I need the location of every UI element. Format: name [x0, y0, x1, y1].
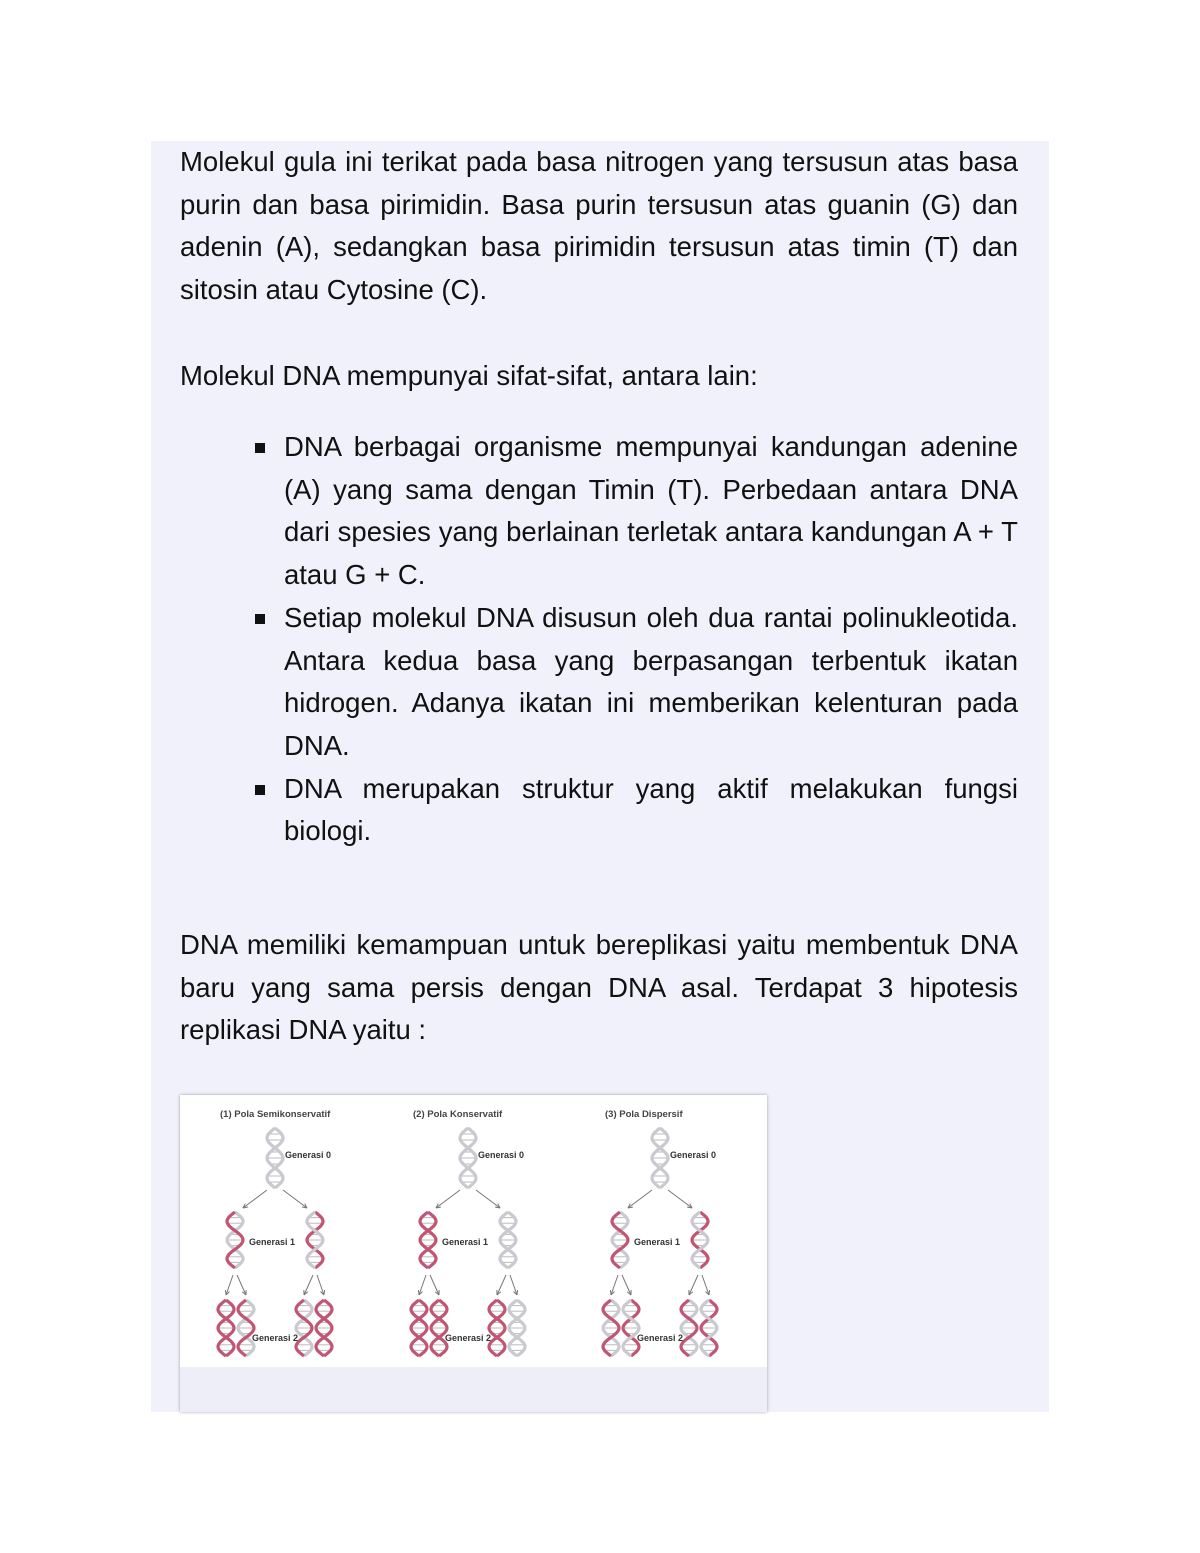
- paragraph-sugar-bases: Molekul gula ini terikat pada basa nitrogen yang tersusun atas basa purin dan basa pirimidin. Basa purin tersusun atas guanin (G) dan adenin (A), sedangkan basa pirimidin tersusun atas timin (T) dan sitosin atau Cytosine (C).: [180, 146, 1018, 306]
- bullet-icon: [255, 614, 265, 624]
- generation-2-label: Generasi 2: [445, 1333, 492, 1343]
- list-item-text: DNA berbagai organisme mempunyai kandungan adenine (A) yang sama dengan Timin (T). Perbedaan antara DNA dari spesies yang berlainan terletak antara kandungan A + T atau G + C.: [284, 431, 1018, 591]
- generation-2-label: Generasi 2: [637, 1333, 684, 1343]
- generation-0-label: Generasi 0: [670, 1150, 717, 1160]
- gen2-helix: [316, 1300, 332, 1356]
- gen1-helix: [612, 1212, 628, 1268]
- gen2-helix: [411, 1300, 427, 1356]
- gen1-helix: [692, 1212, 708, 1268]
- gen2-helix: [218, 1300, 234, 1356]
- figure-caption-area: [180, 1367, 767, 1412]
- generation-0-label: Generasi 0: [478, 1150, 525, 1160]
- gen2-helix: [701, 1300, 717, 1356]
- generation-1-label: Generasi 1: [249, 1237, 296, 1247]
- paragraph-dna-properties-intro: Molekul DNA mempunyai sifat-sifat, antara lain:: [180, 360, 758, 391]
- gen2-helix: [623, 1300, 639, 1356]
- gen1-helix: [500, 1212, 516, 1268]
- gen2-helix: [431, 1300, 447, 1356]
- generation-1-label: Generasi 1: [634, 1237, 681, 1247]
- generation-0-label: Generasi 0: [285, 1150, 332, 1160]
- list-item: [284, 426, 1018, 597]
- generation-2-label: Generasi 2: [252, 1333, 299, 1343]
- gen2-helix: [603, 1300, 619, 1356]
- list-item: [284, 597, 1018, 768]
- gen2-helix: [509, 1300, 525, 1356]
- gen0-helix: [460, 1128, 476, 1188]
- bullet-icon: [255, 443, 265, 453]
- panel-title: (1) Pola Semikonservatif: [220, 1109, 331, 1120]
- gen2-helix: [681, 1300, 697, 1356]
- paragraph-dna-replication: DNA memiliki kemampuan untuk bereplikasi yaitu membentuk DNA baru yang sama persis dengan DNA asal. Terdapat 3 hipotesis replikasi DNA yaitu :: [180, 929, 1018, 1046]
- gen0-helix: [652, 1128, 668, 1188]
- gen2-helix: [296, 1300, 312, 1356]
- gen1-helix: [227, 1212, 243, 1268]
- list-item-text: DNA merupakan struktur yang aktif melakukan fungsi biologi.: [284, 772, 1018, 847]
- gen1-helix: [307, 1212, 323, 1268]
- dna-properties-list: [284, 426, 1018, 853]
- gen0-helix: [267, 1128, 283, 1188]
- replication-diagram: [180, 1095, 767, 1367]
- gen2-helix: [238, 1300, 254, 1356]
- panel-title: (3) Pola Dispersif: [605, 1109, 683, 1120]
- panel-title: (2) Pola Konservatif: [413, 1109, 503, 1120]
- list-item-text: Setiap molekul DNA disusun oleh dua rantai polinukleotida. Antara kedua basa yang berpasangan terbentuk ikatan hidrogen. Adanya ikatan ini memberikan kelenturan pada DNA.: [284, 601, 1018, 761]
- gen1-helix: [420, 1212, 436, 1268]
- list-item: [284, 768, 1018, 853]
- dna-replication-figure: [180, 1095, 767, 1412]
- gen2-helix: [489, 1300, 505, 1356]
- generation-1-label: Generasi 1: [442, 1237, 489, 1247]
- bullet-icon: [255, 785, 265, 795]
